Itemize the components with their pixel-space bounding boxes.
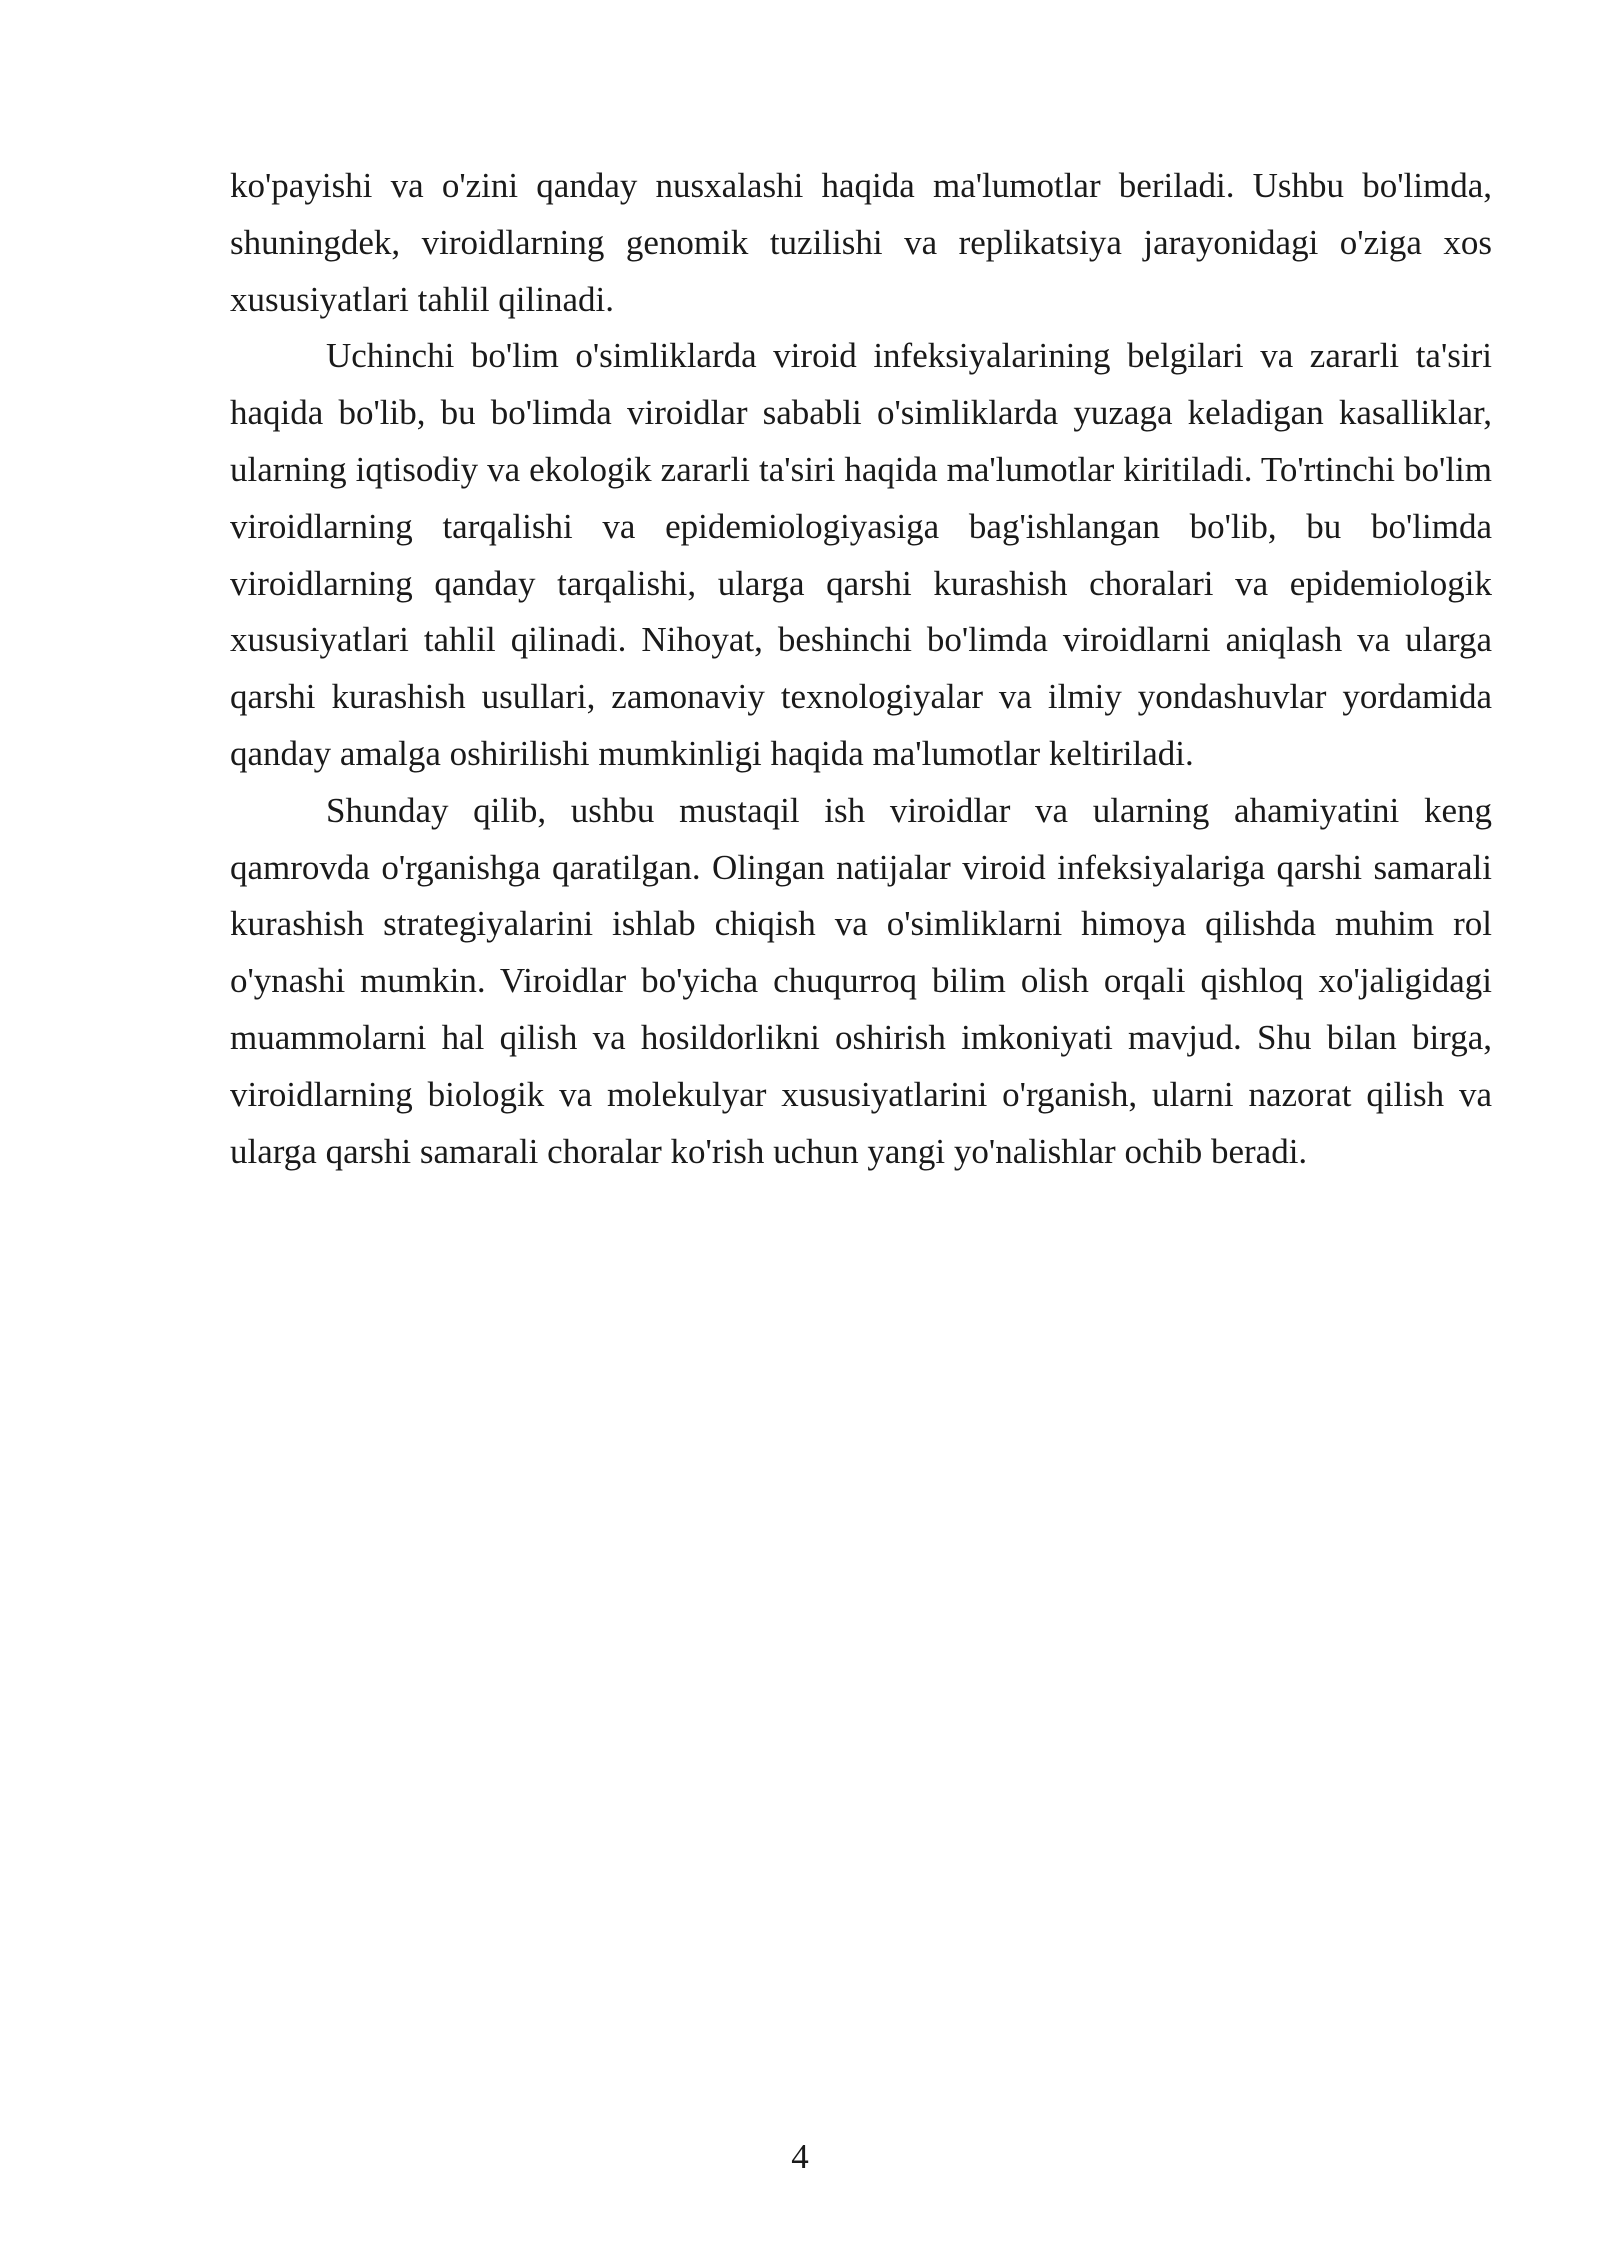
body-paragraph-3: Shunday qilib, ushbu mustaqil ish viroidlar va ularning ahamiyatini keng qamrovda o'rganishga qaratilgan. Olingan natijalar viroid infeksiyalariga qarshi samarali kurashish strategiyalarini ishlab chiqish va o'simliklarni himoya qilishda muhim rol o'ynashi mumkin. Viroidlar bo'yicha chuqurroq bilim olish orqali qishloq xo'jaligidagi muammolarni hal qilish va hosildorlikni oshirish imkoniyati mavjud. Shu bilan birga, viroidlarning biologik va molekulyar xususiyatlarini o'rganish, ularni nazorat qilish va ularga qarshi samarali choralar ko'rish uchun yangi yo'nalishlar ochib beradi. <box>230 790 1492 1171</box>
body-paragraph-1: ko'payishi va o'zini qanday nusxalashi haqida ma'lumotlar beriladi. Ushbu bo'limda, shuningdek, viroidlarning genomik tuzilishi va replikatsiya jarayonidagi o'ziga xos xususiyatlari tahlil qilinadi. <box>230 166 1492 319</box>
page-number: 4 <box>791 2137 809 2176</box>
page-body <box>230 158 1492 1180</box>
body-paragraph-2: Uchinchi bo'lim o'simliklarda viroid infeksiyalarining belgilari va zararli ta'siri haqida bo'lib, bu bo'limda viroidlar sababli o'simliklarda yuzaga keladigan kasalliklar, ularning iqtisodiy va ekologik zararli ta'siri haqida ma'lumotlar kiritiladi. To'rtinchi bo'lim viroidlarning tarqalishi va epidemiologiyasiga bag'ishlangan bo'lib, bu bo'limda viroidlarning qanday tarqalishi, ularga qarshi kurashish choralari va epidemiologik xususiyatlari tahlil qilinadi. Nihoyat, beshinchi bo'limda viroidlarni aniqlash va ularga qarshi kurashish usullari, zamonaviy texnologiyalar va ilmiy yondashuvlar yordamida qanday amalga oshirilishi mumkinligi haqida ma'lumotlar keltiriladi. <box>230 336 1492 773</box>
